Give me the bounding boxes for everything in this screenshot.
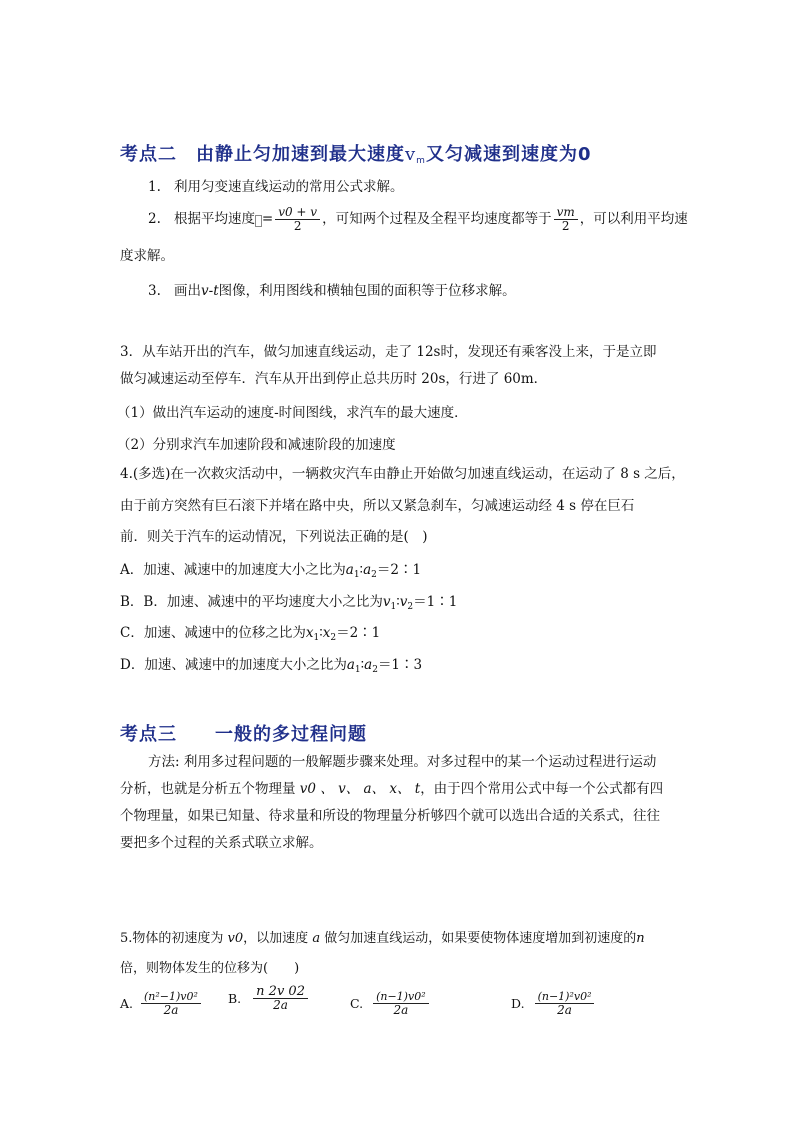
fraction-denominator: 2 bbox=[561, 219, 570, 233]
colon: ∶ bbox=[360, 657, 365, 673]
subscript: 2 bbox=[372, 665, 378, 675]
option-fraction bbox=[141, 990, 201, 1017]
item-text: 利用匀变速直线运动的常用公式求解。 bbox=[174, 179, 404, 195]
q5-option-d bbox=[511, 990, 596, 1017]
q3-sub: （1）做出汽车运动的速度-时间图线，求汽车的最大速度． bbox=[117, 405, 468, 421]
q5-text: 5.物体的初速度为 bbox=[120, 931, 224, 946]
q4-option-a bbox=[120, 560, 421, 585]
fraction-vm bbox=[554, 206, 578, 233]
fraction-denominator: 2 bbox=[293, 219, 302, 233]
var: a bbox=[346, 657, 355, 673]
vm-symbol: v bbox=[405, 144, 417, 165]
q5-option-a bbox=[120, 990, 203, 1017]
q4-line: 前．则关于汽车的运动情况，下列说法正确的是( ) bbox=[120, 529, 428, 545]
item-number: 2. bbox=[148, 211, 161, 227]
fraction-numerator: v0 + v bbox=[278, 205, 318, 219]
section-heading-3: 考点三 一般的多过程问题 bbox=[120, 724, 367, 745]
var: x bbox=[305, 625, 314, 641]
s3-line: 方法: 利用多过程问题的一般解题步骤来处理。对多过程中的某一个运动过程进行运动 bbox=[148, 754, 657, 770]
item-text: 根据平均速度 bbox=[174, 211, 255, 227]
option-label: D. bbox=[511, 996, 525, 1011]
q5-line: 倍，则物体发生的位移为( ) bbox=[120, 961, 300, 976]
q4-option-c bbox=[120, 623, 380, 648]
option-text: A．加速、减速中的加速度大小之比为 bbox=[120, 562, 346, 578]
subscript: 1 bbox=[353, 570, 360, 580]
option-label: A. bbox=[120, 996, 134, 1011]
subscript: 1 bbox=[390, 602, 397, 612]
fraction-numerator: (n−1)v0² bbox=[373, 990, 429, 1004]
item-text: ，可知两个过程及全程平均速度都等于 bbox=[322, 211, 552, 227]
q3-line: 3．从车站开出的汽车，做匀加速直线运动，走了 12s时，发现还有乘客没上来，于是立即 bbox=[120, 344, 657, 360]
subscript: 2 bbox=[371, 570, 377, 580]
fraction-denominator: 2a bbox=[273, 998, 288, 1012]
item-number: 3. bbox=[148, 283, 161, 299]
fraction-numerator: vm bbox=[556, 205, 575, 219]
var: a bbox=[345, 562, 354, 578]
option-fraction bbox=[253, 985, 308, 1012]
item-text: 图像，利用图线和横轴包围的面积等于位移求解。 bbox=[218, 283, 516, 299]
subscript: 1 bbox=[313, 633, 320, 643]
colon: ∶ bbox=[396, 594, 400, 610]
item-text: 画出 bbox=[174, 283, 201, 299]
list-item bbox=[148, 177, 404, 197]
list-item bbox=[148, 281, 516, 301]
option-text: B．B．加速、减速中的平均速度大小之比为 bbox=[120, 594, 383, 610]
q5-line bbox=[120, 929, 645, 949]
item-number: 1. bbox=[148, 179, 161, 195]
colon: ∶ bbox=[359, 562, 364, 578]
fraction-denominator: 2a bbox=[163, 1003, 179, 1017]
fraction-numerator: (n−1)²v0² bbox=[535, 990, 595, 1004]
section-heading-2 bbox=[120, 140, 591, 166]
var: a bbox=[364, 657, 373, 673]
v0-symbol: v0 bbox=[227, 931, 244, 946]
section-heading-2-tail: 又匀减速到速度为0 bbox=[425, 144, 592, 165]
a-symbol: a bbox=[312, 931, 321, 946]
item-continuation: 度求解。 bbox=[120, 248, 174, 264]
subscript: 1 bbox=[354, 665, 361, 675]
option-fraction bbox=[535, 990, 595, 1017]
fraction-denominator: 2a bbox=[557, 1003, 572, 1017]
s3-text: 分析，也就是分析五个物理量 bbox=[120, 781, 296, 797]
fraction-numerator: (n²−1)v0² bbox=[141, 990, 201, 1004]
option-label: C. bbox=[350, 996, 364, 1011]
vt-symbol: v-t bbox=[201, 283, 219, 299]
option-label: B. bbox=[228, 991, 242, 1006]
subscript: 2 bbox=[407, 602, 414, 612]
colon: ∶ bbox=[319, 625, 323, 641]
q5-option-b bbox=[228, 985, 310, 1012]
item-text: ，可以利用平均速 bbox=[579, 211, 688, 227]
var: v bbox=[382, 594, 391, 610]
fraction-v0-plus-v bbox=[275, 206, 320, 233]
fraction-denominator: 2a bbox=[393, 1003, 409, 1017]
option-text: D．加速、减速中的加速度大小之比为 bbox=[120, 657, 347, 673]
placeholder-box bbox=[255, 215, 262, 227]
s3-vars: v0 、 v、 a、 x、 t bbox=[299, 781, 421, 797]
subscript: 2 bbox=[330, 633, 337, 643]
q3-line: 做匀减速运动至停车．汽车从开出到停止总共历时 20s，行进了 60m． bbox=[120, 371, 548, 387]
q4-option-d bbox=[120, 655, 422, 680]
q5-text: 做匀加速直线运动，如果要使物体速度增加到初速度的 bbox=[324, 931, 637, 946]
q4-option-b bbox=[120, 592, 457, 617]
var: x bbox=[322, 625, 331, 641]
list-item: 2. 根据平均速度 = $\frac{v0 + v}{2}$ ，可知两个过程及全程平均速度都等于 $\frac{vm}{2}$ ，可以利用平均速 bbox=[148, 205, 688, 233]
s3-line: 要把多个过程的关系式联立求解。 bbox=[120, 835, 323, 851]
q5-text: ，以加速度 bbox=[243, 931, 309, 946]
var: a bbox=[363, 562, 372, 578]
s3-line: 个物理量，如果已知量、待求量和所设的物理量分析够四个就可以选出合适的关系式，往往 bbox=[120, 808, 660, 824]
s3-line bbox=[120, 779, 663, 799]
q4-line: 由于前方突然有巨石滚下并堵在路中央，所以又紧急刹车，匀减速运动经 4 s 停在巨石 bbox=[120, 498, 635, 514]
s3-text: ，由于四个常用公式中每一个公式都有四 bbox=[420, 781, 664, 797]
vm-subscript: m bbox=[416, 156, 426, 166]
q3-sub: （2）分别求汽车加速阶段和减速阶段的加速度 bbox=[117, 437, 396, 453]
option-text: C．加速、减速中的位移之比为 bbox=[120, 625, 306, 641]
n-symbol: n bbox=[636, 931, 645, 946]
section-heading-2-text: 考点二 由静止匀加速到最大速度 bbox=[120, 144, 405, 165]
ratio-value: ＝1∶3 bbox=[377, 657, 423, 673]
ratio-value: ＝2∶1 bbox=[336, 625, 381, 641]
q5-option-c bbox=[350, 990, 431, 1017]
var: v bbox=[399, 594, 408, 610]
option-fraction bbox=[373, 990, 429, 1017]
q4-line: 4.(多选)在一次救灾活动中，一辆救灾汽车由静止开始做匀加速直线运动，在运动了 8 s 之后， bbox=[120, 466, 685, 482]
fraction-numerator: n 2v 02 bbox=[253, 985, 308, 999]
ratio-value: ＝1∶1 bbox=[413, 594, 458, 610]
ratio-value: ＝2∶1 bbox=[376, 562, 422, 578]
